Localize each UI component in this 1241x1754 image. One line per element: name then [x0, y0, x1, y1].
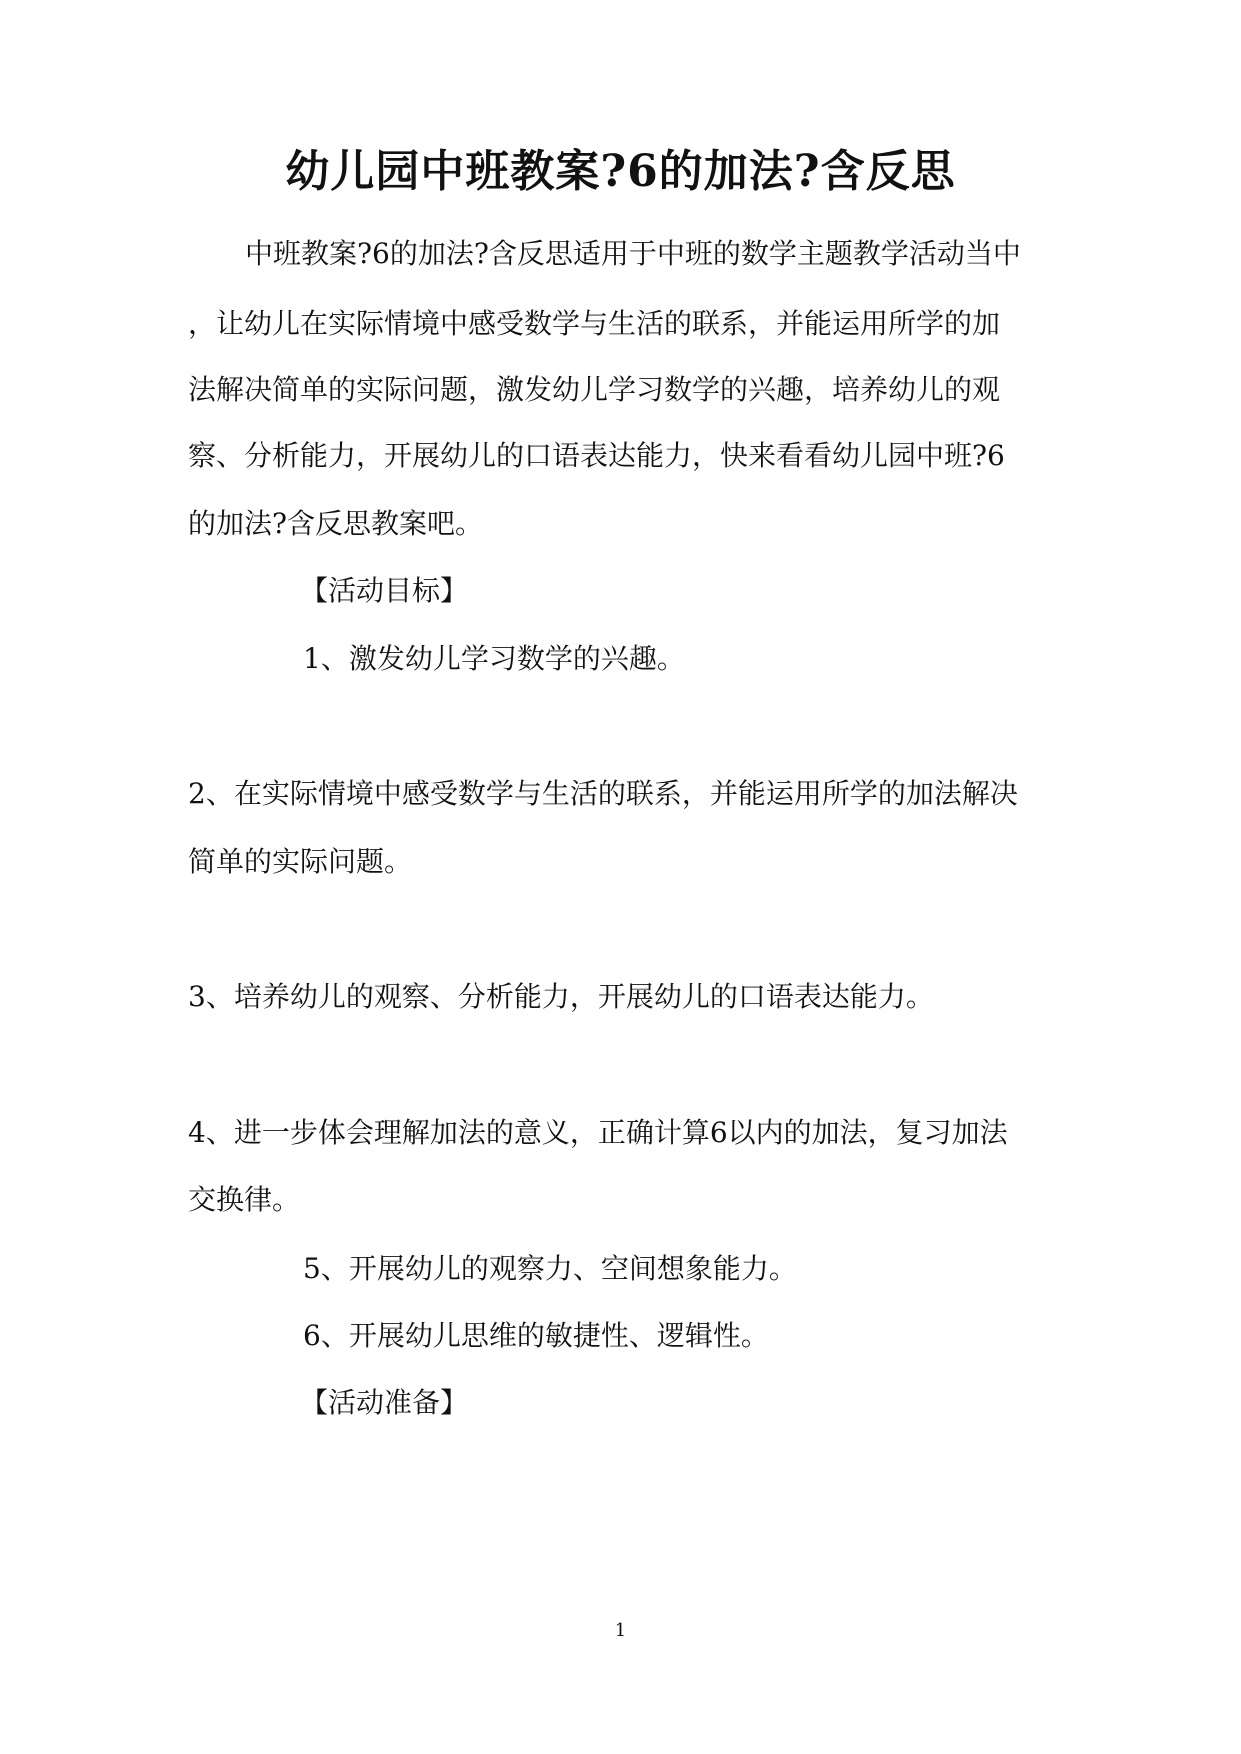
goal-item-4-line-1: 4、进一步体会理解加法的意义，正确计算6以内的加法，复习加法 — [188, 1116, 1008, 1149]
goal-item-4-line-2: 交换律。 — [188, 1183, 301, 1216]
section-heading-preparation: 【活动准备】 — [300, 1386, 469, 1419]
goal-item-1: 1、激发幼儿学习数学的兴趣。 — [303, 642, 685, 675]
goal-item-5: 5、开展幼儿的观察力、空间想象能力。 — [303, 1252, 797, 1285]
document-title: 幼儿园中班教案?6的加法?含反思 — [285, 146, 956, 197]
goal-item-2-line-2: 简单的实际问题。 — [188, 845, 413, 878]
goal-item-2-line-1: 2、在实际情境中感受数学与生活的联系，并能运用所学的加法解决 — [188, 777, 1018, 810]
intro-line-4: 察、分析能力，开展幼儿的口语表达能力，快来看看幼儿园中班?6 — [188, 439, 1005, 472]
page-number: 1 — [614, 1620, 627, 1641]
goal-item-6: 6、开展幼儿思维的敏捷性、逻辑性。 — [303, 1319, 769, 1352]
intro-line-3: 法解决简单的实际问题，激发幼儿学习数学的兴趣，培养幼儿的观 — [188, 373, 1001, 406]
intro-line-1: 中班教案?6的加法?含反思适用于中班的数学主题教学活动当中 — [245, 237, 1021, 270]
intro-line-2: ，让幼儿在实际情境中感受数学与生活的联系，并能运用所学的加 — [188, 307, 1001, 340]
section-heading-goals: 【活动目标】 — [300, 574, 469, 607]
goal-item-3: 3、培养幼儿的观察、分析能力，开展幼儿的口语表达能力。 — [188, 980, 934, 1013]
intro-line-5: 的加法?含反思教案吧。 — [188, 507, 484, 540]
